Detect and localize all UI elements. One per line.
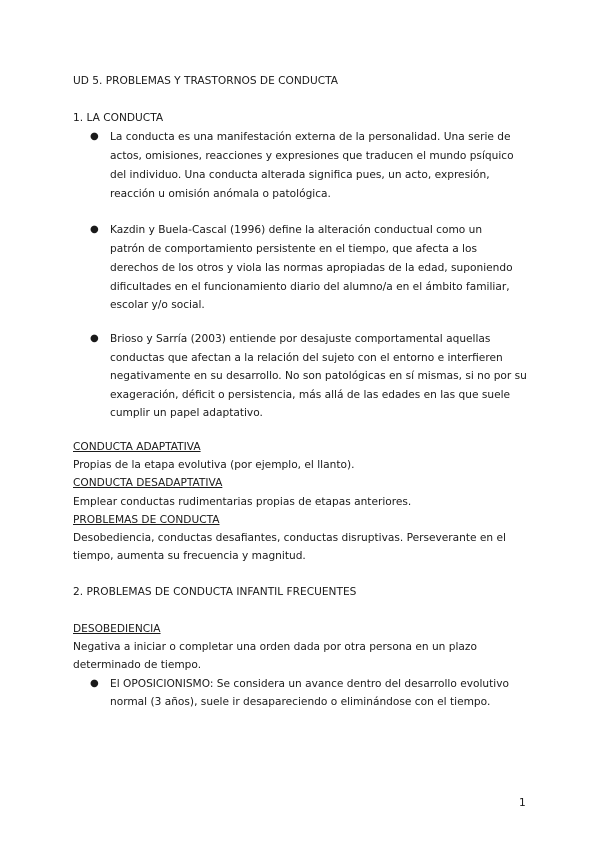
- bullet-1-line-3: del individuo. Una conducta alterada significa pues, un acto, expresión,: [110, 169, 490, 181]
- bullet-oposicionismo-line-1: El OPOSICIONISMO: Se considera un avance dentro del desarrollo evolutivo: [110, 678, 509, 690]
- bullet-marker: ●: [90, 224, 99, 235]
- paragraph-line: determinado de tiempo.: [73, 659, 202, 671]
- bullet-1-line-4: reacción u omisión anómala o patológica.: [110, 188, 331, 200]
- bullet-2-line-1: Kazdin y Buela-Cascal (1996) define la alteración conductual como un: [110, 224, 483, 236]
- bullet-2-line-5: escolar y/o social.: [110, 299, 205, 311]
- bullet-3-line-1: Brioso y Sarría (2003) entiende por desajuste comportamental aquellas: [110, 333, 491, 345]
- definition-term-desadaptativa: CONDUCTA DESADAPTATIVA: [73, 477, 223, 489]
- bullet-1-line-1: La conducta es una manifestación externa de la personalidad. Una serie de: [110, 131, 511, 143]
- bullet-2-line-4: dificultades en el funcionamiento diario del alumno/a en el ámbito familiar,: [110, 281, 510, 293]
- bullet-marker: ●: [90, 131, 99, 142]
- section-2-heading: 2. PROBLEMAS DE CONDUCTA INFANTIL FRECUENTES: [73, 586, 357, 598]
- definition-text: Emplear conductas rudimentarias propias de etapas anteriores.: [73, 496, 412, 508]
- bullet-3-line-2: conductas que afectan a la relación del sujeto con el entorno e interfieren: [110, 352, 503, 364]
- definition-term-problemas: PROBLEMAS DE CONDUCTA: [73, 514, 220, 526]
- definition-text: tiempo, aumenta su frecuencia y magnitud.: [73, 550, 306, 562]
- bullet-3-line-3: negativamente en su desarrollo. No son patológicas en sí mismas, si no por su: [110, 370, 527, 382]
- bullet-3-line-5: cumplir un papel adaptativo.: [110, 407, 263, 419]
- section-1-heading: 1. LA CONDUCTA: [73, 112, 164, 124]
- definition-text: Propias de la etapa evolutiva (por ejemplo, el llanto).: [73, 459, 355, 471]
- paragraph-line: Negativa a iniciar o completar una orden dada por otra persona en un plazo: [73, 641, 477, 653]
- bullet-marker: ●: [90, 333, 99, 344]
- definition-term-adaptativa: CONDUCTA ADAPTATIVA: [73, 441, 201, 453]
- bullet-marker: ●: [90, 678, 99, 689]
- document-title: UD 5. PROBLEMAS Y TRASTORNOS DE CONDUCTA: [73, 75, 339, 87]
- definition-text: Desobediencia, conductas desafiantes, conductas disruptivas. Perseverante en el: [73, 532, 506, 544]
- bullet-2-line-2: patrón de comportamiento persistente en el tiempo, que afecta a los: [110, 243, 478, 255]
- subheading-desobediencia: DESOBEDIENCIA: [73, 623, 161, 635]
- bullet-2-line-3: derechos de los otros y viola las normas apropiadas de la edad, suponiendo: [110, 262, 513, 274]
- bullet-oposicionismo-line-2: normal (3 años), suele ir desapareciendo o eliminándose con el tiempo.: [110, 696, 491, 708]
- page-number: 1: [519, 797, 526, 809]
- bullet-3-line-4: exageración, déficit o persistencia, más allá de las edades en las que suele: [110, 389, 511, 401]
- bullet-1-line-2: actos, omisiones, reacciones y expresiones que traducen el mundo psíquico: [110, 150, 514, 162]
